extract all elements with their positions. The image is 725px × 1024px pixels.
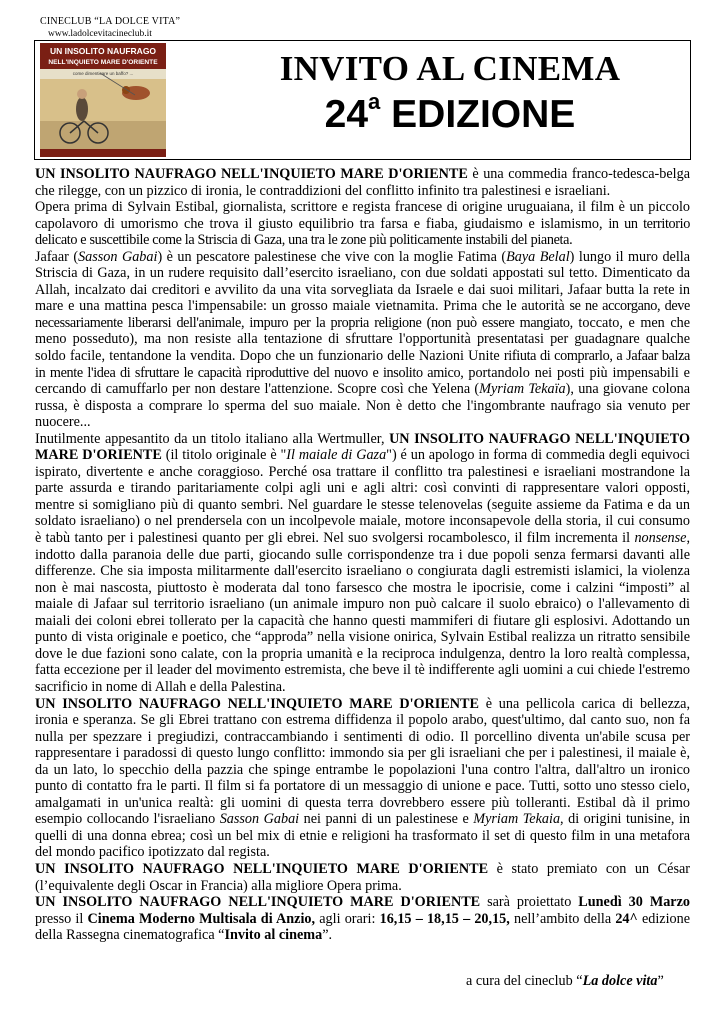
edition-ref: 24^ [615, 910, 638, 927]
edition-number: 24 [324, 93, 369, 136]
paragraph-screening [35, 894, 690, 944]
director-text: Opera prima di Sylvain Estibal, giornalista, scrittore e regista francese di origine uruguaiana, il film è un piccolo capolavoro di umorismo che trova il giusto equilibrio tra farsa e fiaba, giudaismo e islamismo, [35, 199, 690, 232]
review-text: Inutilmente appesantito da un titolo italiano alla Wertmuller, [35, 430, 390, 447]
plot-text: ) è un pescatore palestinese che vive con la moglie Fatima ( [157, 248, 507, 265]
screening-text: nell’ambito della [509, 910, 616, 927]
original-title: Il maiale di Gaza [286, 447, 387, 464]
plot-text: rifiuta di comprarlo, a Jafaar balza in mente l'idea di sfruttare le capacità riproduttive del nuovo e insolito amico, [35, 348, 690, 381]
actor-name: Myriam Tekaïa [479, 381, 566, 398]
header-banner [34, 40, 691, 160]
screening-text: presso il [35, 910, 88, 927]
screening-text: ”. [322, 927, 333, 944]
paragraph-review [35, 431, 690, 696]
poster-tagline: come dimenticare un baffo? ... [72, 71, 134, 76]
film-title: UN INSOLITO NAUFRAGO NELL'INQUIETO MARE D'ORIENTE [35, 166, 468, 182]
director-text-2: in un territorio delicato e suscettibile come la Striscia di Gaza, una tra le zone più politicamente instabili del pianeta. [35, 215, 690, 249]
website-link[interactable]: www.ladolcevitacineclub.it [48, 29, 152, 39]
edition-sup: a [368, 89, 381, 114]
signature-suffix: ” [657, 973, 664, 989]
review-text: (il titolo originale è " [161, 447, 287, 464]
paragraph-message [35, 696, 690, 861]
plot-text: toccato, e men che meno posseduto), ma non resiste alla tentazione di sfruttare l'opportunità presentatasi per guadagnare qualche soldo facile, tentandone la vendita. Dopo che un funzionario delle Nazioni Unite [35, 314, 691, 365]
message-text: nei panni di un palestinese e [299, 811, 474, 828]
screening-times: 16,15 – 18,15 – 20,15, [379, 910, 510, 927]
message-text: è una pellicola carica di bellezza, ironia e speranza. Se gli Ebrei trattano con estrema diffidenza il popolo arabo, quest'ultimo, dal canto suo, non fa nulla per spezzare i pregiudizi, contraccambiando i sentimenti di odio. Il porcellino diventa un'abile scusa per rappresentare i paradossi di questo lungo conflitto: immondo sia per gli israeliani che per i palestinesi, il maiale è, da un lato, lo specchio della pazzia che spinge entrambe le popolazioni l'una contro l'altra, dall'altro un ironico punto di contatto fra le parti. Il film si fa portatore di un messaggio di unione e pace. Tutti, sotto uno stesso cielo, amalgamati in un'unica realtà: gli uomini di questa terra dovrebbero essere più tolleranti. Estibal dà il primo esempio collocando l'israeliano [35, 695, 691, 828]
screening-text: edizione della Rassegna cinematografica “ [35, 910, 690, 944]
emphasis: nonsense [634, 530, 687, 547]
signature [466, 973, 664, 990]
actor-name: Myriam Tekaia [473, 811, 561, 828]
actor-name: Sasson Gabai [219, 811, 300, 828]
paragraph-award [35, 861, 690, 894]
plot-text: se ne accorgano, deve necessariamente liberarsi dell'animale, impuro per la propria religione (non può essere mangiato, [35, 298, 690, 331]
review-text: , indotto dalla paranoia delle due parti, giocando sulle corrispondenze tra i due popoli senza fermarsi davanti alle differenze. Che sia imposta militarmente dall'esercito israeliano o congiurata dagli estremisti islamici, la violenza non è mai nascosta, piuttosto è moderata dal tono farsesco che mostra le ipocrisie, come i calzini “imposti” al maiale di Jafaar sul territorio israeliano (un animale impuro non può calcare il suolo ebraico) o l'allevamento di maiali dei coloni ebrei tollerato per la capacità che hanno questi mammiferi di fiutare gli esplosivi. Adottando un punto di vista originale e poetico, che “approda” nella visione onirica, Sylvain Estibal realizza un ritratto sensibile dove le due fazioni sono calate, con la propria umanità e la reciproca indulgenza, dentro la loro realtà complessa, fatta eccezione per il leader del movimento estremista, che beve il tè indifferente agli uomini a cui chiede l'estremo sacrificio in nome di Allah e della Palestina. [35, 530, 690, 695]
plot-text: ), una giovane colona russa, è disposta a comprare lo sperma del suo maiale. Non è detto che l'ingombrante naufrago sia venuto per nuocere... [35, 381, 690, 431]
screening-date: Lunedì 30 Marzo [578, 894, 690, 911]
signature-name: La dolce vita [582, 973, 658, 989]
review-text: ") é un apologo in forma di commedia degli equivoci ispirato, divertente e anche coraggioso. Perché osa trattare il conflitto tra palestinesi e israeliani mostrandone la parte assurda e tirando paritariamente colpi agli uni e agli altri: così convinti di rappresentare valori opposti, mentre si somigliano più di quanto sembri. Nel guardare le stesse telenovelas (seguite assieme da Fatima e da un soldato israeliano) o nel prendersela con un incolpevole maiale, motore inconsapevole della storia, il cui consumo è tabù tanto per i palestinesi quanto per gli ebrei. Nel suo svolgersi rocambolesco, il film incrementa il [35, 447, 690, 547]
screening-text: agli orari: [315, 910, 380, 927]
plot-text: portandolo nei posti più impensabili e cercando di camuffarlo per non destare l'attenzione. Scopre così che Yelena ( [35, 364, 690, 398]
film-title: UN INSOLITO NAUFRAGO NELL'INQUIETO MARE D'ORIENTE [35, 695, 479, 712]
page-title: INVITO AL CINEMA [279, 49, 621, 88]
film-title: UN INSOLITO NAUFRAGO NELL'INQUIETO MARE D'ORIENTE [35, 894, 481, 911]
paragraph-plot [35, 249, 690, 431]
actor-name: Sasson Gabai [78, 248, 158, 265]
plot-text: ) lungo il muro della Striscia di Gaza, in un rudere requisito dall’esercito israeliano, con due soldati appostati sul tetto. Dimenticato da Allah, incalzato dai creditori e avvilito da una vita sorvegliata da Israele e dai suoi militari, Jafaar butta la rete in mare e una mattina pesca l'impensabile: un grosso maiale vietnamita. Prima che le autorità [35, 248, 691, 315]
screening-venue: Cinema Moderno Multisala di Anzio, [87, 910, 316, 927]
film-title: UN INSOLITO NAUFRAGO NELL'INQUIETO MARE D'ORIENTE [35, 860, 489, 877]
festival-name: Invito al cinema [224, 927, 323, 944]
message-text: , di origini tunisine, in quelli di una donna ebrea; così un bel mix di etnie e religioni ha trasformato il set di questo film in una metafora del mondo pacifico ipotizzato dal regista. [35, 811, 691, 861]
paragraph-director [35, 199, 690, 249]
screening-text: sarà proiettato [480, 894, 579, 911]
edition-heading [215, 89, 685, 137]
film-title: UN INSOLITO NAUFRAGO NELL'INQUIETO MARE D'ORIENTE [35, 430, 690, 464]
signature-prefix: a cura del cineclub “ [466, 973, 583, 989]
film-poster [40, 43, 166, 157]
poster-illustration [40, 43, 166, 157]
edition-word: EDIZIONE [391, 93, 576, 136]
poster-title-line1: UN INSOLITO NAUFRAGO [49, 46, 157, 56]
intro-text: è una commedia franco-tedesca-belga che rilegge, con un pizzico di ironia, le contraddizioni del conflitto infinito tra palestinesi e israeliani. [35, 166, 690, 199]
poster-title-line2: NELL'INQUIETO MARE D'ORIENTE [48, 59, 158, 66]
article-body [35, 166, 690, 944]
plot-text: Jafaar ( [35, 248, 79, 265]
paragraph-intro [35, 166, 690, 199]
club-name: CINECLUB “LA DOLCE VITA” [40, 16, 181, 27]
actor-name: Baya Belal [506, 248, 570, 265]
award-text: è stato premiato con un César (l’equivalente degli Oscar in Francia) alla migliore Opera prima. [35, 860, 690, 894]
